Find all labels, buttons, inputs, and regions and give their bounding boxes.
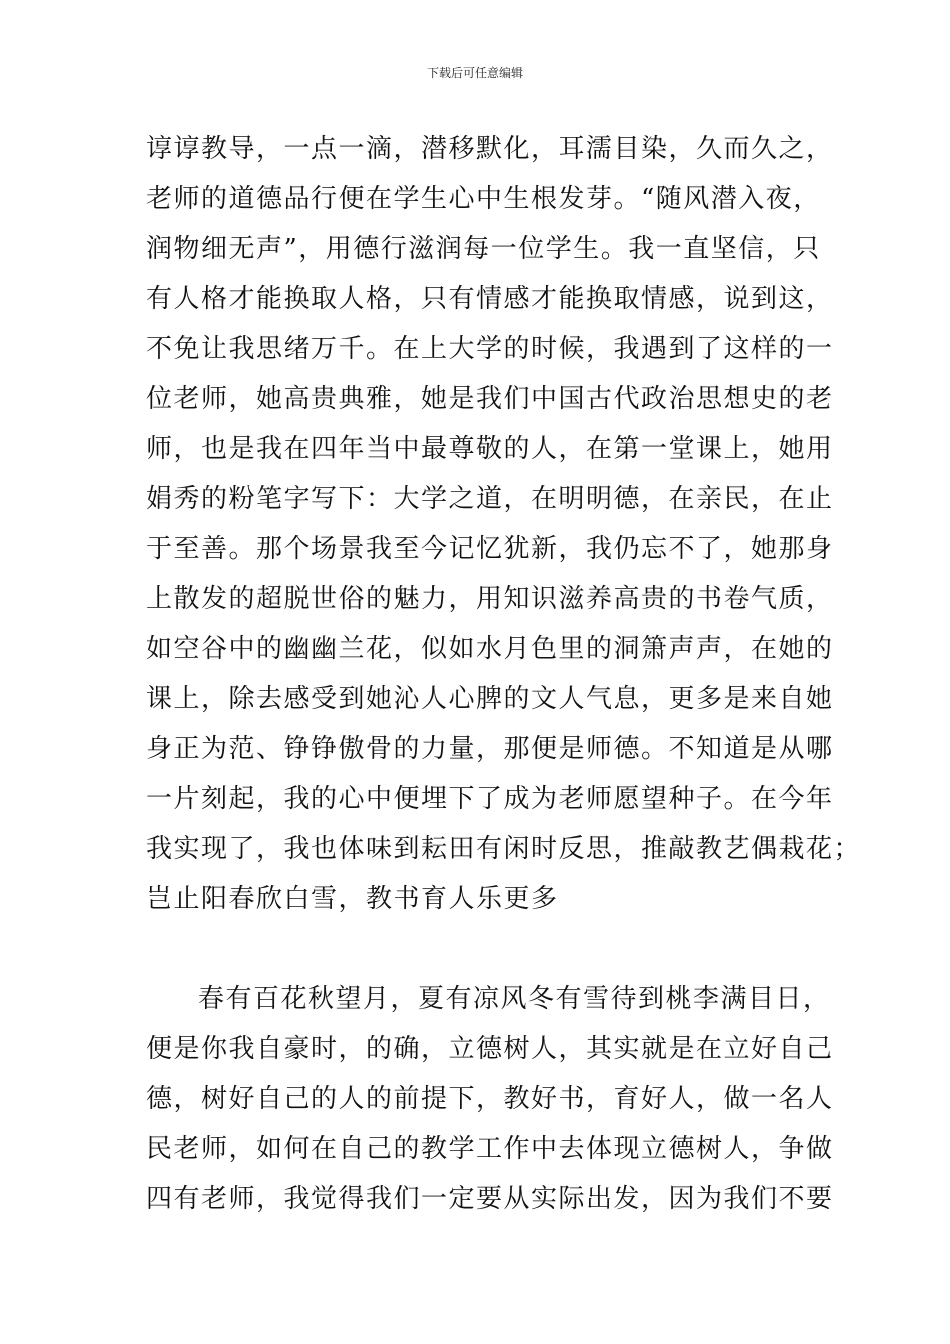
text-line: 娟秀的粉笔字写下：大学之道，在明明德，在亲民，在止: [146, 484, 834, 514]
text-line: 有人格才能换取人格，只有情感才能换取情感，说到这，: [146, 284, 834, 314]
text-line: 一片刻起，我的心中便埋下了成为老师愿望种子。在今年: [146, 784, 834, 814]
page-header: 下载后可任意编辑: [426, 66, 523, 80]
text-line: 民老师，如何在自己的教学工作中去体现立德树人，争做: [146, 1134, 834, 1164]
text-line: 春有百花秋望月，夏有凉风冬有雪待到桃李满目日，: [198, 984, 831, 1014]
text-line: 四有老师，我觉得我们一定要从实际出发，因为我们不要: [146, 1184, 834, 1214]
text-line: 老师的道德品行便在学生心中生根发芽。“随风潜入夜，: [146, 184, 821, 214]
text-line: 位老师，她高贵典雅，她是我们中国古代政治思想史的老: [146, 384, 834, 414]
text-line: 课上，除去感受到她沁人心脾的文人气息，更多是来自她: [146, 684, 834, 714]
text-line: 岂止阳春欣白雪，教书育人乐更多: [146, 884, 559, 914]
text-line: 便是你我自豪时，的确，立德树人，其实就是在立好自己: [146, 1034, 834, 1064]
text-line: 上散发的超脱世俗的魅力，用知识滋养高贵的书卷气质，: [146, 584, 834, 614]
text-line: 德，树好自己的人的前提下，教好书，育好人，做一名人: [146, 1084, 834, 1114]
text-line: 师，也是我在四年当中最尊敬的人，在第一堂课上，她用: [146, 434, 834, 464]
text-line: 于至善。那个场景我至今记忆犹新，我仍忘不了，她那身: [146, 534, 834, 564]
text-line: 润物细无声”，用德行滋润每一位学生。我一直坚信，只: [146, 234, 821, 264]
text-line: 我实现了，我也体味到耘田有闲时反思，推敲教艺偶栽花；: [146, 834, 862, 864]
text-line: 不免让我思绪万千。在上大学的时候，我遇到了这样的一: [146, 334, 834, 364]
text-line: 谆谆教导，一点一滴，潜移默化，耳濡目染，久而久之，: [146, 134, 834, 164]
text-line: 如空谷中的幽幽兰花，似如水月色里的洞箫声声，在她的: [146, 634, 834, 664]
text-line: 身正为范、铮铮傲骨的力量，那便是师德。不知道是从哪: [146, 734, 834, 764]
